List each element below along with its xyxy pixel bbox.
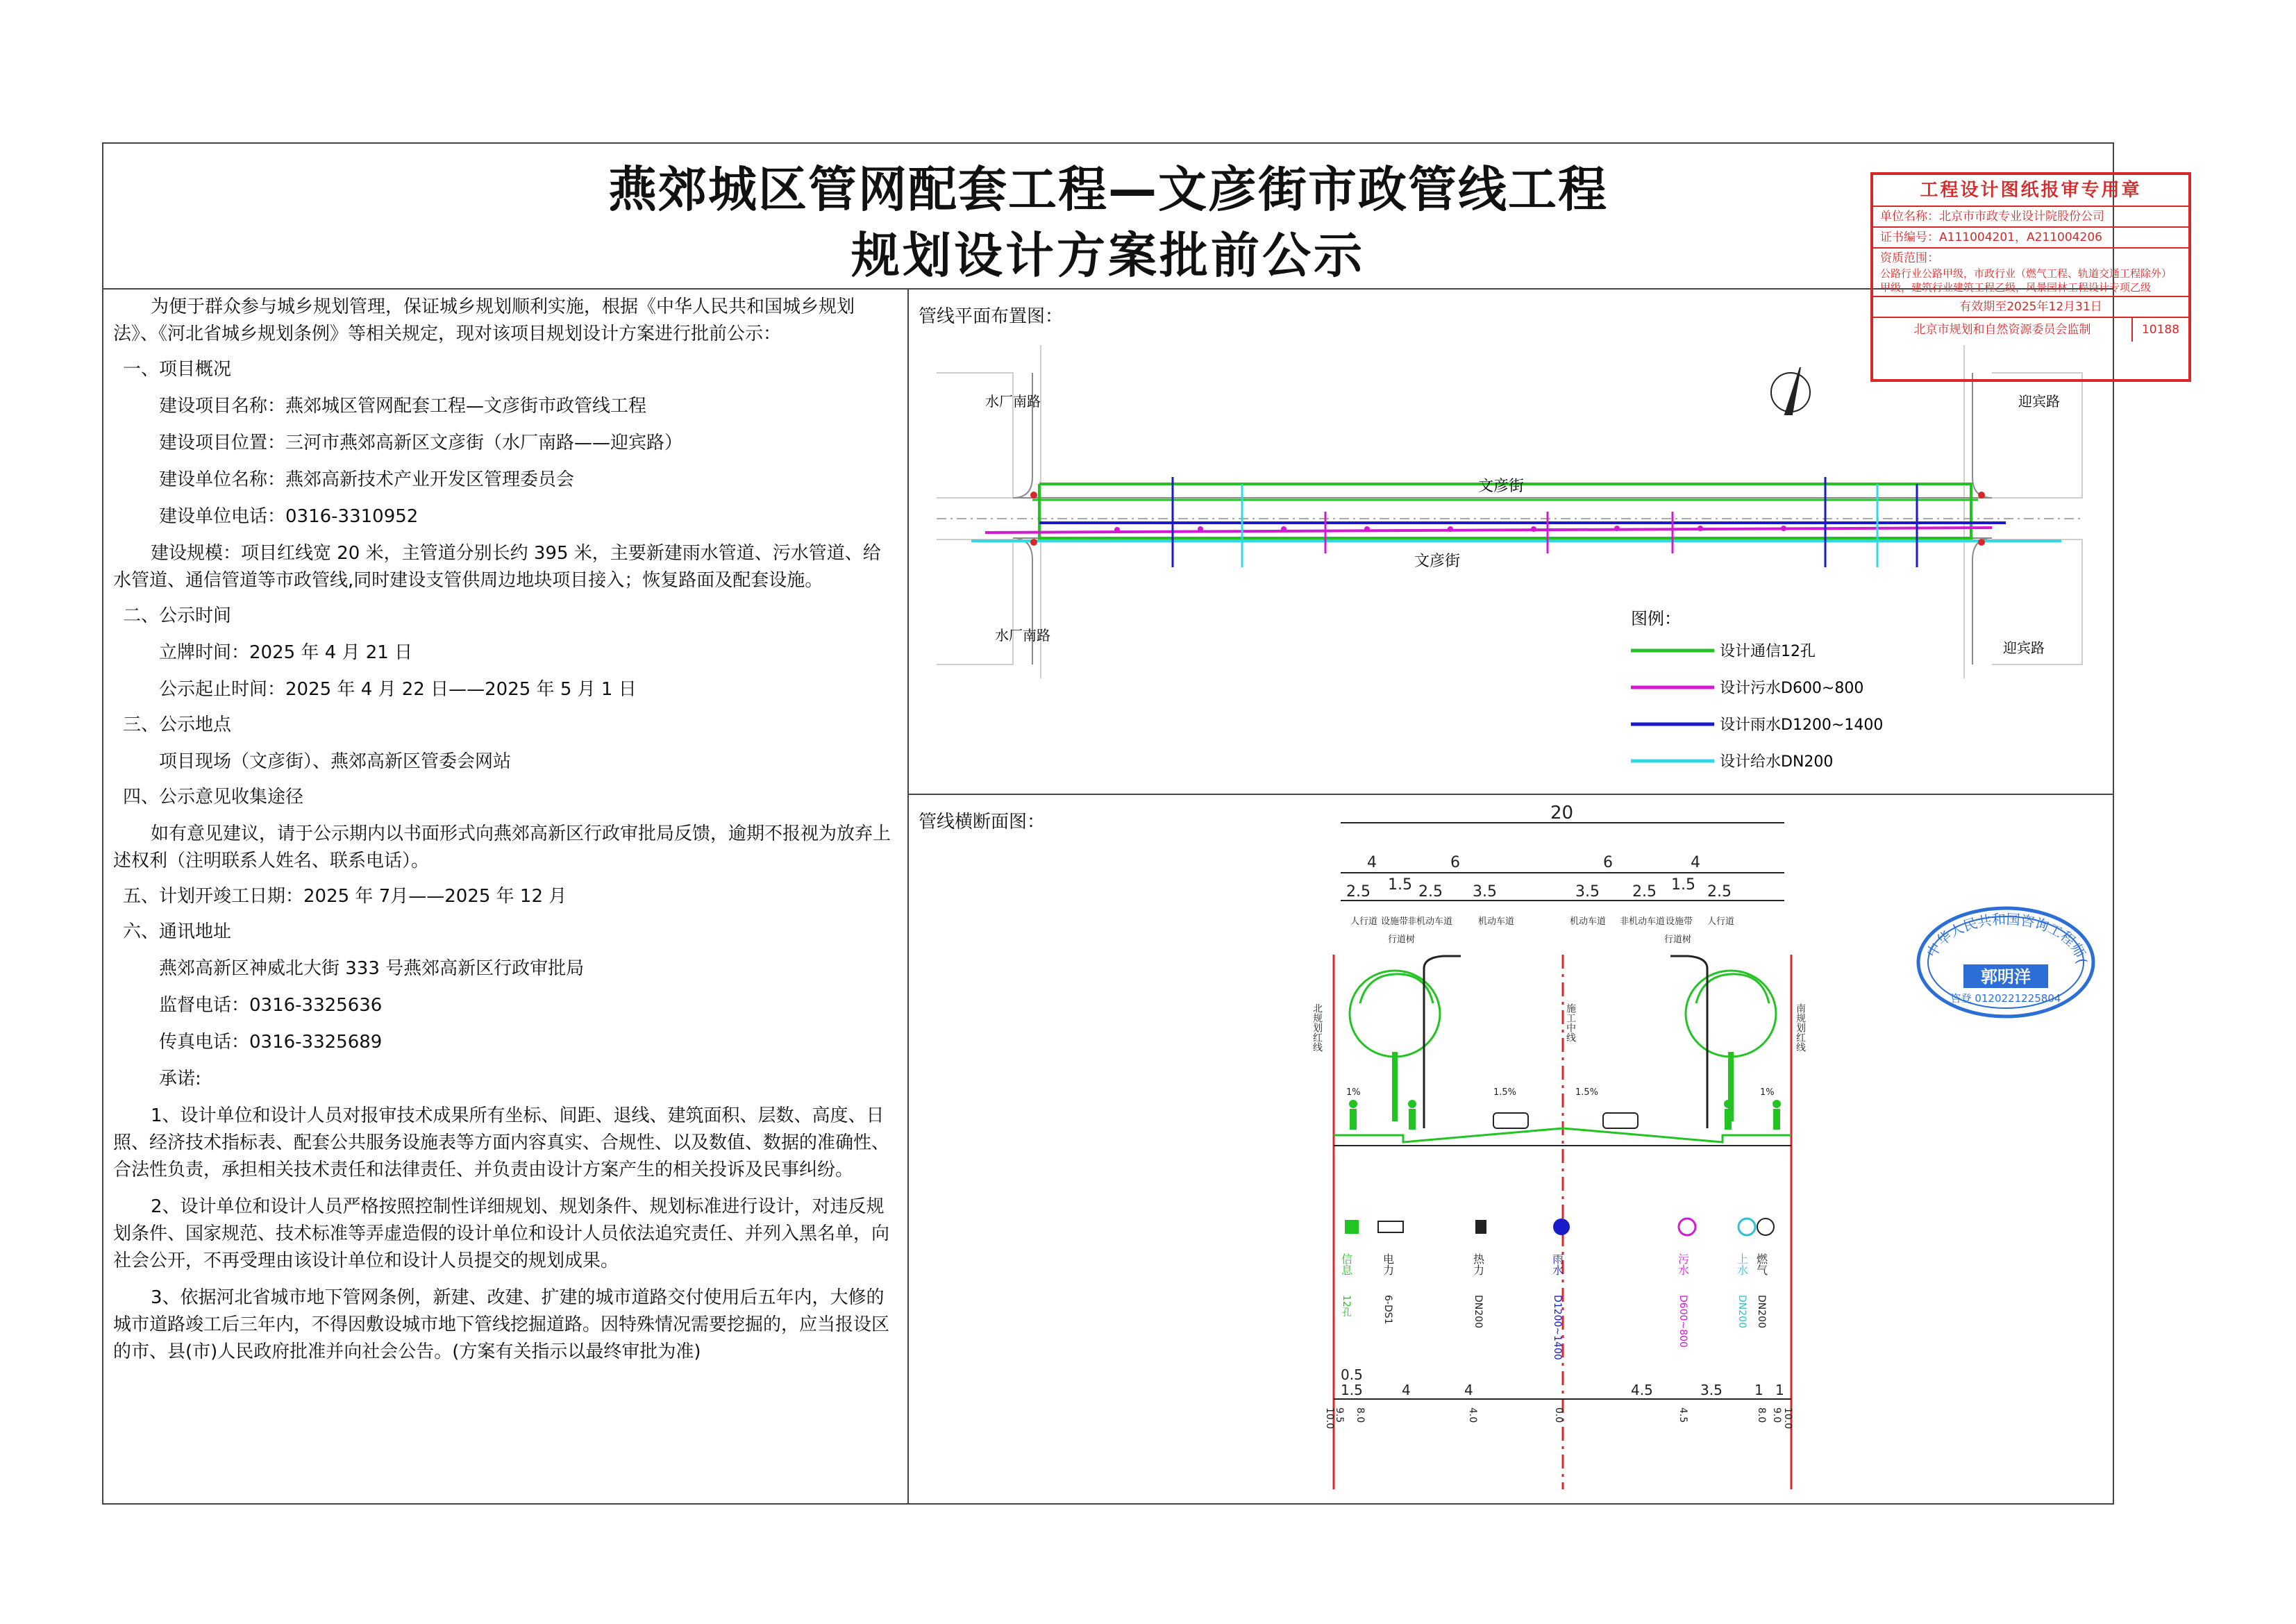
fax-number: 传真电话：0316-3325689	[159, 1032, 383, 1053]
offset-9: 10.0	[1782, 1407, 1793, 1430]
zone-1: 人行道	[1350, 916, 1378, 927]
pedestrian-icon	[1349, 1100, 1781, 1130]
utility-symbols	[1345, 1219, 1774, 1235]
zone-3: 非机动车道	[1407, 916, 1453, 927]
utility-name-water: 上水	[1735, 1253, 1749, 1275]
approval-stamp	[1870, 172, 2191, 382]
promise-heading: 承诺:	[159, 1069, 201, 1089]
road-east-north: 迎宾路	[2018, 393, 2060, 410]
width-2: 6	[1450, 854, 1460, 871]
slope-4: 1%	[1760, 1087, 1775, 1098]
heat-icon	[1475, 1220, 1486, 1234]
utility-spec-water: DN200	[1736, 1295, 1748, 1328]
gas-icon	[1757, 1219, 1774, 1235]
section-drawing	[909, 795, 2113, 1503]
section-heading-feedback: 四、公示意见收集途径	[123, 787, 304, 807]
tree-label-left: 行道树	[1388, 935, 1416, 945]
street-label-south: 文彦街	[1414, 553, 1461, 570]
spacing-3: 4	[1464, 1382, 1473, 1398]
tree-right-icon	[1686, 971, 1776, 1121]
width-3: 6	[1603, 854, 1613, 871]
posting-date: 立牌时间：2025 年 4 月 21 日	[159, 642, 413, 663]
spacing-2: 4	[1402, 1382, 1411, 1398]
car-icon	[1493, 1113, 1638, 1128]
stamp-scope: 公路行业公路甲级，市政行业（燃气工程、轨道交通工程除外）甲级，建筑行业建筑工程乙级，风景园林工程设计专项乙级	[1880, 267, 2172, 294]
zone-6: 非机动车道	[1620, 916, 1666, 927]
section-heading-schedule: 五、计划开竣工日期：2025 年 7月——2025 年 12 月	[123, 886, 567, 907]
utility-name-gas: 燃气	[1754, 1253, 1768, 1275]
posting-period: 公示起止时间：2025 年 4 月 22 日——2025 年 5 月 1 日	[159, 679, 637, 700]
utility-name-sewage: 污水	[1676, 1253, 1690, 1275]
zone-5: 机动车道	[1570, 916, 1607, 927]
rain-icon	[1553, 1219, 1570, 1235]
power-icon	[1378, 1221, 1403, 1232]
zone-2: 设施带	[1381, 916, 1409, 927]
offset-5: 0.0	[1553, 1407, 1564, 1423]
promise-1: 1、设计单位和设计人员对报审技术成果所有坐标、间距、退线、建筑面积、层数、高度、日照、经济技术指标表、配套公共服务设施表等方面内容真实、合规性、以及数值、数据的准确性、合法性负责，承担相关技术责任和法律责任、并负责由设计方案产生的相关投诉及民事纠纷。	[113, 1105, 890, 1180]
supervise-phone: 监督电话：0316-3325636	[159, 995, 383, 1016]
sewage-icon	[1679, 1219, 1695, 1235]
notice-text-column	[103, 290, 909, 1503]
offset-note: 0.5	[1341, 1366, 1363, 1383]
utility-spec-heat: DN200	[1473, 1295, 1484, 1328]
stamp-unit: 单位名称：北京市市政专业设计院股份公司	[1880, 210, 2104, 224]
legend-label-sewage: 设计污水D600~800	[1720, 680, 1864, 697]
seal-reg: 咨登 0120221225804	[1950, 992, 2061, 1005]
sub-width-4: 3.5	[1473, 883, 1497, 901]
intro-paragraph: 为便于群众参与城乡规划管理，保证城乡规划顺利实施，根据《中华人民共和国城乡规划法》、《河北省城乡规划条例》等相关规定，现对该项目规划设计方案进行批前公示：	[113, 296, 855, 344]
legend-title: 图例：	[1631, 609, 1681, 628]
slope-3: 1.5%	[1575, 1087, 1599, 1098]
svg-text:中华人民共和国咨询工程师(投资)	[1915, 905, 2090, 965]
total-width: 20	[1550, 803, 1574, 823]
stamp-title: 工程设计图纸报审专用章	[1873, 175, 2188, 207]
tree-left-icon	[1350, 971, 1440, 1121]
section-heading-location: 三、公示地点	[123, 714, 232, 735]
spacing-1: 1.5	[1341, 1382, 1363, 1398]
spacing-4: 4.5	[1631, 1382, 1653, 1398]
feedback-text: 如有意见建议，请于公示期内以书面形式向燕郊高新区行政审批局反馈，逾期不报视为放弃上述权利（注明联系人姓名、联系电话）。	[113, 823, 891, 871]
spacing-6: 1	[1754, 1382, 1763, 1398]
sub-width-1: 2.5	[1346, 883, 1371, 901]
section-label: 管线横断面图：	[919, 812, 1046, 832]
tree-label-right: 行道树	[1664, 935, 1692, 945]
promise-3: 3、依据河北省城市地下管网条例，新建、改建、扩建的城市道路交付使用后五年内，大修的城市道路竣工后三年内，不得因敷设城市地下管线挖掘道路。因特殊情况需要挖掘的，应当报设区的市、县(市)人民政府批准并向社会公告。(方案有关指示以最终审批为准)	[113, 1287, 890, 1362]
seal-icon	[1915, 905, 2097, 1020]
street-label-north: 文彦街	[1478, 478, 1525, 495]
project-location: 建设项目位置：三河市燕郊高新区文彦街（水厂南路——迎宾路）	[159, 433, 683, 453]
lamp-post-icon	[1424, 956, 1707, 1128]
slope-2: 1.5%	[1493, 1087, 1517, 1098]
spacing-7: 1	[1775, 1382, 1784, 1398]
sub-width-3: 2.5	[1418, 883, 1443, 901]
sub-width-2: 1.5	[1388, 876, 1412, 894]
sub-width-8: 2.5	[1707, 883, 1732, 901]
telecom-icon	[1345, 1220, 1359, 1234]
contact-address: 燕郊高新区神威北大街 333 号燕郊高新区行政审批局	[159, 958, 585, 979]
builder-phone: 建设单位电话：0316-3310952	[159, 506, 419, 527]
road-west-south: 水厂南路	[995, 627, 1050, 644]
offset-2: 9.5	[1334, 1407, 1345, 1423]
centerline-label: 施工中线	[1565, 1003, 1576, 1042]
utility-spec-telecom: 12孔	[1341, 1295, 1352, 1317]
north-arrow-icon	[1771, 367, 1810, 415]
offset-6: 4.5	[1677, 1407, 1689, 1423]
utility-name-rain: 雨水	[1550, 1253, 1564, 1275]
utility-name-heat: 热力	[1471, 1253, 1485, 1275]
promise-2: 2、设计单位和设计人员严格按照控制性详细规划、规划条件、规划标准进行设计，对违反规划条件、国家规范、技术标准等弄虚造假的设计单位和设计人员依法追究责任、并列入黑名单，向社会公开，不再受理由该设计单位和设计人员提交的规划成果。	[113, 1196, 890, 1271]
south-redline-label: 南规划红线	[1795, 1003, 1806, 1052]
section-heading-overview: 一、项目概况	[123, 359, 232, 380]
water-icon	[1738, 1219, 1755, 1235]
width-4: 4	[1691, 854, 1700, 871]
seal-name: 郭明洋	[1981, 967, 2031, 987]
stamp-cert: 证书编号：A111004201，A211004206	[1873, 226, 2188, 247]
zone-8: 人行道	[1707, 916, 1735, 927]
section-heading-address: 六、通讯地址	[123, 921, 232, 942]
section-heading-time: 二、公示时间	[123, 605, 232, 626]
posting-location: 项目现场（文彦街）、燕郊高新区管委会网站	[159, 751, 512, 772]
offset-7: 8.0	[1756, 1407, 1767, 1423]
stamp-scope-title: 资质范围：	[1873, 247, 2188, 267]
legend	[1631, 643, 1883, 771]
zone-4: 机动车道	[1478, 916, 1515, 927]
offset-3: 8.0	[1355, 1407, 1366, 1423]
utility-spec-rain: D1200~1400	[1552, 1295, 1563, 1360]
sewage-line	[985, 528, 1992, 533]
notice-frame	[102, 142, 2114, 1505]
road-east-south: 迎宾路	[2003, 639, 2045, 656]
utility-name-power: 电力	[1381, 1253, 1395, 1275]
offset-1: 10.0	[1324, 1407, 1335, 1430]
sub-width-7: 1.5	[1671, 876, 1695, 894]
slope-1: 1%	[1346, 1087, 1361, 1098]
spacing-5: 3.5	[1700, 1382, 1723, 1398]
legend-label-water: 设计给水DN200	[1720, 753, 1834, 771]
sub-width-5: 3.5	[1575, 883, 1600, 901]
utility-spec-gas: DN200	[1756, 1295, 1767, 1328]
width-1: 4	[1367, 854, 1377, 871]
section-panel	[909, 795, 2113, 1503]
engineer-seal	[1915, 905, 2097, 1020]
stamp-valid: 有效期至2025年12月31日	[1873, 296, 2188, 317]
stamp-authority: 北京市规划和自然资源委员会监制	[1873, 318, 2133, 342]
title-box	[103, 144, 2113, 290]
legend-label-rain: 设计雨水D1200~1400	[1720, 717, 1884, 734]
offset-8: 9.0	[1771, 1407, 1782, 1423]
utility-spec-power: 6-DS1	[1382, 1295, 1393, 1325]
utility-name-telecom: 信息	[1339, 1253, 1353, 1275]
plan-label: 管线平面布置图：	[919, 306, 1064, 327]
stamp-number: 10188	[2141, 323, 2180, 337]
sub-width-6: 2.5	[1632, 883, 1657, 901]
page-title: 燕郊城区管网配套工程—文彦街市政管线工程	[608, 161, 1608, 218]
north-redline-label: 北规划红线	[1312, 1003, 1323, 1052]
seal-org: 中华人民共和国咨询工程师(	[1923, 910, 2090, 965]
builder-name: 建设单位名称：燕郊高新技术产业开发区管理委员会	[159, 469, 575, 490]
project-scale: 建设规模：项目红线宽 20 米，主管道分别长约 395 米，主要新建雨水管道、污水管道、给水管道、通信管道等市政管线,同时建设支管供周边地块项目接入；恢复路面及配套设施。	[113, 543, 881, 591]
offset-4: 4.0	[1467, 1407, 1478, 1423]
road-west-north: 水厂南路	[985, 393, 1041, 410]
utility-spec-sewage: D600~800	[1677, 1295, 1689, 1348]
legend-label-telecom: 设计通信12孔	[1720, 643, 1816, 660]
page-subtitle: 规划设计方案批前公示	[851, 227, 1365, 284]
project-name: 建设项目名称：燕郊城区管网配套工程—文彦街市政管线工程	[159, 396, 647, 417]
zone-7: 设施带	[1666, 916, 1693, 927]
